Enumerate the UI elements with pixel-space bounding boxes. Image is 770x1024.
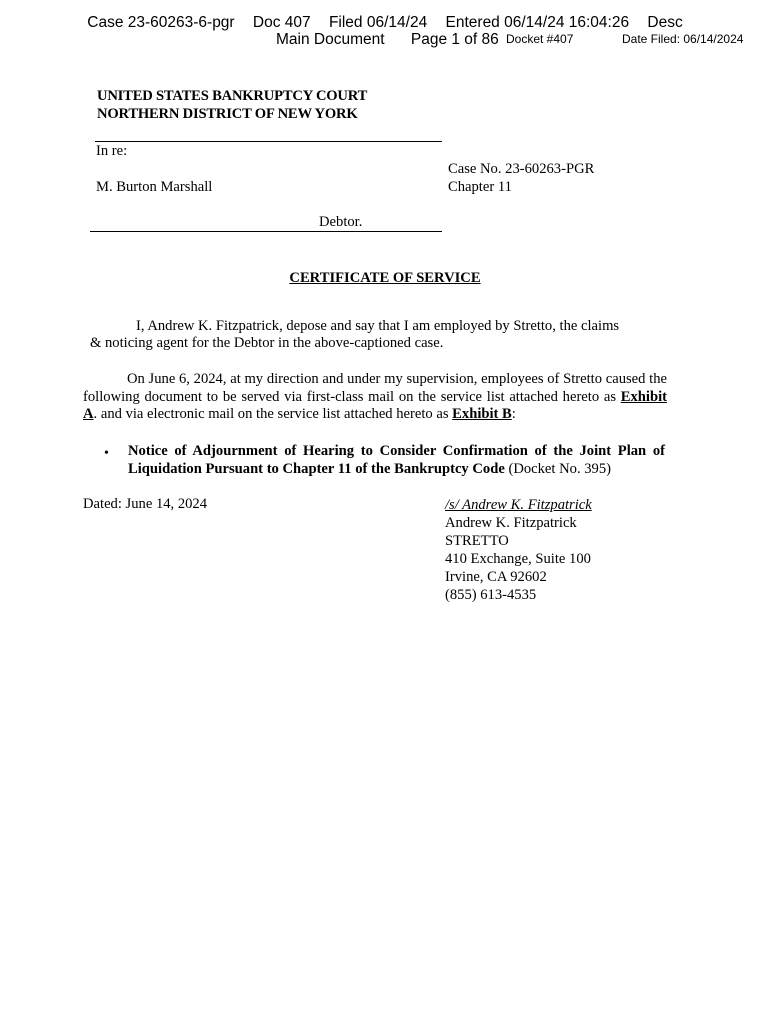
para2: [83, 371, 667, 424]
case-number-header: Case 23-60263-6-pgr: [87, 14, 235, 31]
dated-line: Dated: June 14, 2024: [83, 496, 208, 512]
signer-company: STRETTO: [445, 533, 509, 549]
served-document-title: Notice of Adjournment of Hearing to Consider Confirmation of the Joint Plan of Liquidation Pursuant to Chapter 11 of the Bankruptcy Code: [128, 443, 665, 477]
signature-block: [445, 496, 592, 604]
served-document-item: [128, 443, 665, 478]
signer-address-2: Irvine, CA 92602: [445, 569, 547, 585]
court-name-line-1: UNITED STATES BANKRUPTCY COURT: [97, 88, 368, 104]
para2-text-a: On June 6, 2024, at my direction and under my supervision, employees of Stretto caused the following document to be served via first-class mail on the service list attached hereto as: [83, 371, 667, 405]
ecf-header-line-2: [276, 31, 499, 49]
document-title: CERTIFICATE OF SERVICE: [289, 270, 481, 286]
in-re-label: In re:: [96, 143, 128, 159]
caption-bottom-rule: [90, 231, 442, 232]
caption-top-rule: [95, 141, 442, 142]
main-document-label: Main Document: [276, 31, 385, 48]
exhibit-a-ref: Exhibit A: [83, 388, 667, 422]
page-count: Page 1 of 86: [410, 31, 499, 48]
exhibit-b-ref: Exhibit B: [452, 406, 512, 422]
para1-line-2: & noticing agent for the Debtor in the above-captioned case.: [90, 335, 444, 351]
docket-stamp: Docket #407: [506, 32, 574, 46]
ecf-header-line-1: [0, 14, 770, 32]
signer-name: Andrew K. Fitzpatrick: [445, 515, 577, 531]
date-filed-stamp: Date Filed: 06/14/2024: [622, 32, 744, 46]
desc-header: Desc: [647, 14, 683, 31]
case-number: Case No. 23-60263-PGR: [448, 161, 595, 177]
court-name-line-2: NORTHERN DISTRICT OF NEW YORK: [97, 106, 358, 122]
para1-line-1: I, Andrew K. Fitzpatrick, depose and say that I am employed by Stretto, the claims: [136, 318, 620, 334]
signer-phone: (855) 613-4535: [445, 587, 537, 603]
debtor-label: Debtor.: [319, 214, 363, 230]
signature: /s/ Andrew K. Fitzpatrick: [445, 497, 592, 513]
para2-text-b: . and via electronic mail on the service list attached hereto as: [93, 406, 449, 422]
debtor-name: M. Burton Marshall: [96, 179, 213, 195]
para2-text-c: :: [511, 406, 516, 422]
signer-address-1: 410 Exchange, Suite 100: [445, 551, 591, 567]
filed-date-header: Filed 06/14/24: [328, 14, 428, 31]
bullet-icon: •: [104, 446, 109, 461]
entered-date-header: Entered 06/14/24 16:04:26: [445, 14, 630, 31]
chapter: Chapter 11: [448, 179, 512, 195]
served-document-docket: (Docket No. 395): [508, 460, 611, 477]
doc-number-header: Doc 407: [252, 14, 311, 31]
